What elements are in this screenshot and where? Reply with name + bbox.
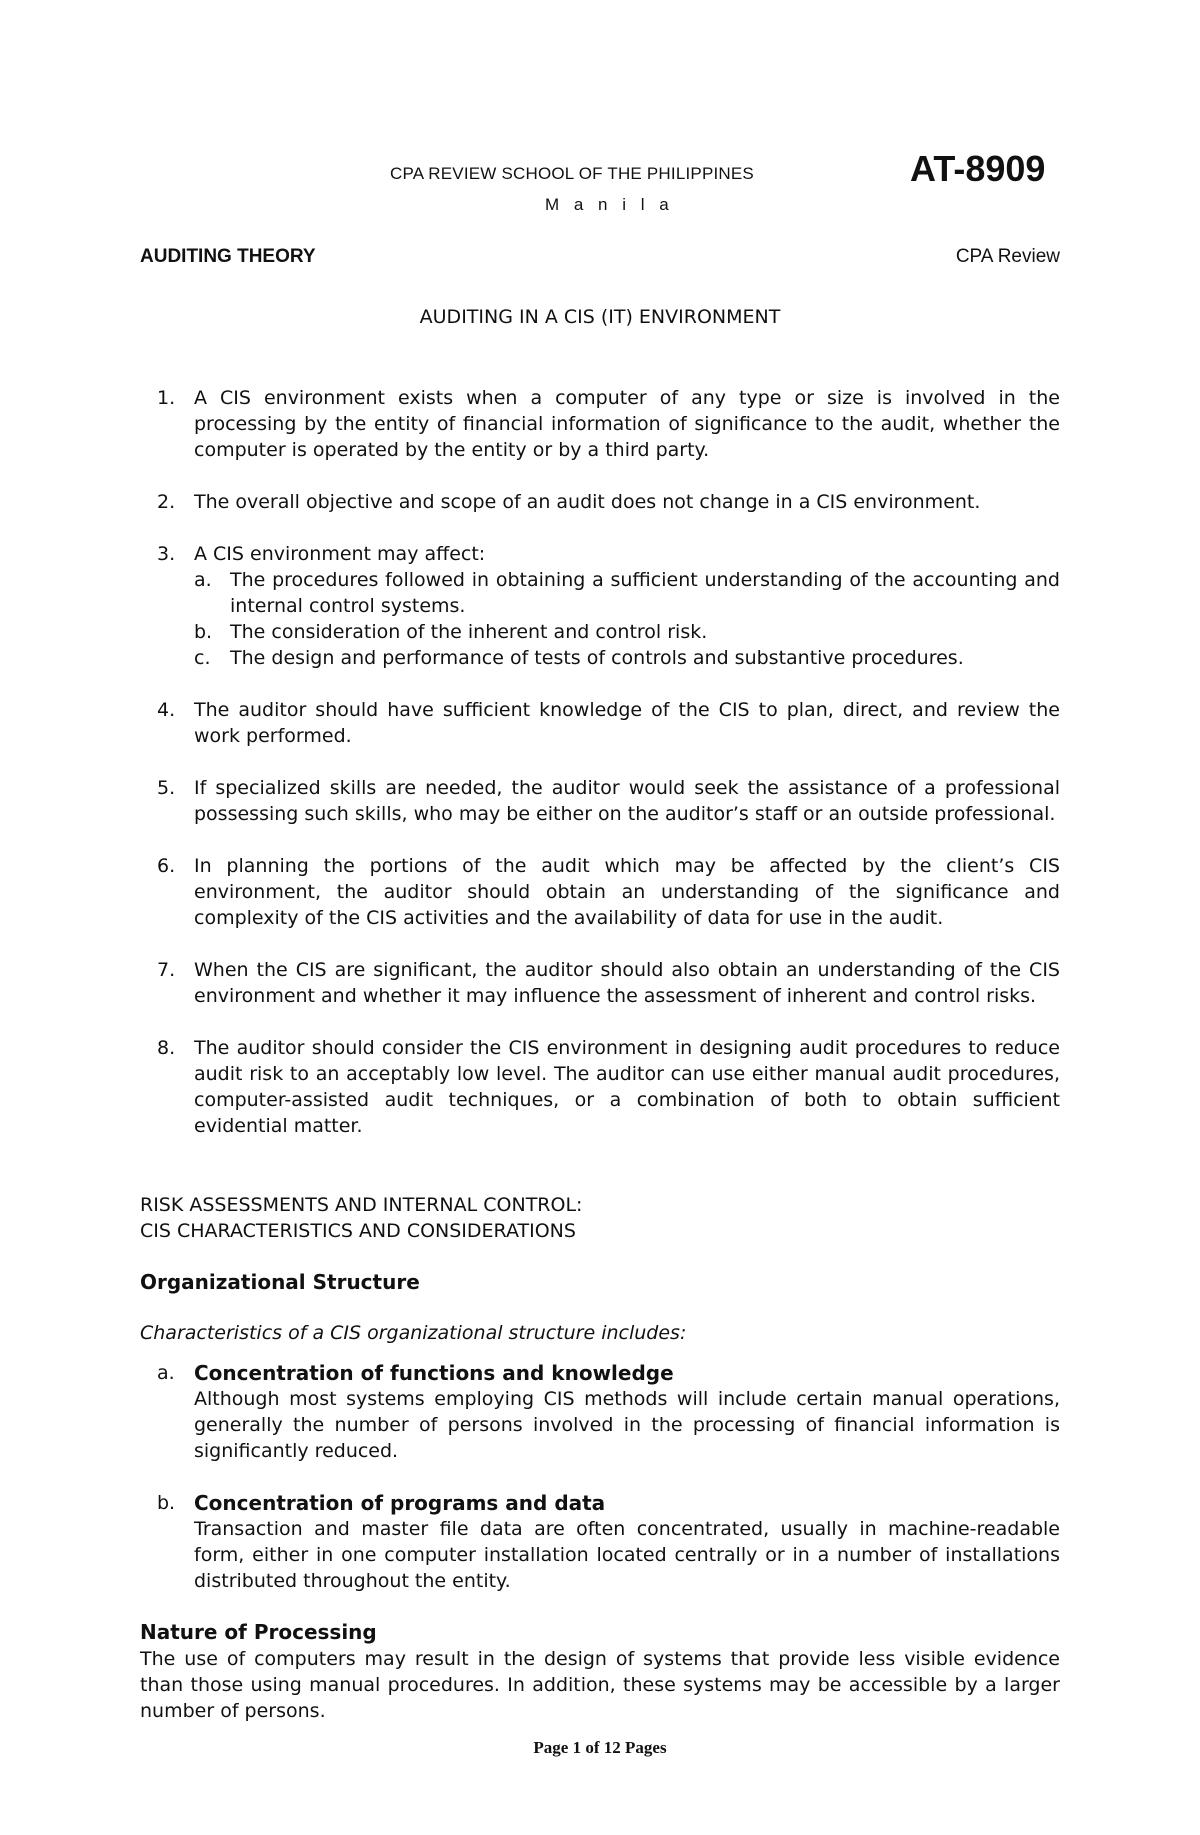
item-text: In planning the portions of the audit which may be affected by the client’s CIS environment, the auditor should obtain an understanding of the significance and complexity of the CIS activities and the availability of data for use in the audit.: [194, 855, 1060, 929]
school-city: M a n i l a: [545, 195, 674, 214]
item-text: The auditor should have sufficient knowledge of the CIS to plan, direct, and review the work performed.: [194, 699, 1060, 747]
item-text: The overall objective and scope of an audit does not change in a CIS environment.: [194, 491, 981, 513]
org-structure-heading: Organizational Structure: [140, 1270, 420, 1294]
nature-text: The use of computers may result in the design of systems that provide less visible evidence than those using manual procedures. In addition, these systems may be accessible by a larger number of persons.: [140, 1648, 1060, 1722]
list-item: a. Concentration of functions and knowledge Although most systems employing CIS methods will include certain manual operations, generally the number of persons involved in the processing of financial information is significantly reduced.: [157, 1361, 1060, 1462]
list-item: 4. The auditor should have sufficient knowledge of the CIS to plan, direct, and review the work performed.: [157, 699, 1060, 747]
list-item: 7. When the CIS are significant, the auditor should also obtain an understanding of the CIS environment and whether it may influence the assessment of inherent and control risks.: [157, 959, 1060, 1007]
characteristics-list: [140, 1360, 1060, 1620]
item-text: A CIS environment may affect:: [194, 543, 486, 565]
sub-item: a. The procedures followed in obtaining a sufficient understanding of the accounting and internal control systems.: [194, 569, 1060, 617]
item-text: The auditor should consider the CIS environment in designing audit procedures to reduce audit risk to an acceptably low level. The auditor can use either manual audit procedures, computer-assisted audit techniques, or a combination of both to obtain sufficient evidential matter.: [194, 1037, 1060, 1137]
item-text: Although most systems employing CIS methods will include certain manual operations, generally the number of persons involved in the processing of financial information is significantly reduced.: [194, 1388, 1060, 1462]
list-item: 8. The auditor should consider the CIS environment in designing audit procedures to reduce audit risk to an acceptably low level. The auditor can use either manual audit procedures, computer-assisted audit techniques, or a combination of both to obtain sufficient evidential matter.: [157, 1037, 1060, 1137]
sub-list: [194, 567, 1060, 671]
review-label: CPA Review: [955, 246, 1060, 267]
list-item: 6. In planning the portions of the audit which may be affected by the client’s CIS environment, the auditor should obtain an understanding of the significance and complexity of the CIS activities and the availability of data for use in the audit.: [157, 855, 1060, 929]
item-title: Concentration of functions and knowledge: [194, 1361, 674, 1385]
document-code: AT-8909: [910, 148, 1046, 189]
item-title: Concentration of programs and data: [194, 1491, 606, 1515]
item-text: A CIS environment exists when a computer of any type or size is involved in the processing by the entity of financial information of significance to the audit, whether the computer is operated by the entity or by a third party.: [194, 387, 1060, 461]
numbered-list: [140, 385, 1060, 1165]
sub-item: b. The consideration of the inherent and control risk.: [194, 621, 708, 643]
school-name: CPA REVIEW SCHOOL OF THE PHILIPPINES: [390, 164, 754, 183]
item-text: Transaction and master file data are often concentrated, usually in machine-readable form, either in one computer installation located centrally or in a number of installations distributed throughout the entity.: [194, 1518, 1060, 1592]
page-footer: Page 1 of 12 Pages: [533, 1738, 667, 1757]
sub-item: c. The design and performance of tests of controls and substantive procedures.: [194, 647, 964, 669]
page-title: AUDITING IN A CIS (IT) ENVIRONMENT: [419, 306, 781, 328]
org-structure-intro: Characteristics of a CIS organizational structure includes:: [140, 1322, 687, 1344]
item-text: If specialized skills are needed, the auditor would seek the assistance of a professional possessing such skills, who may be either on the auditor’s staff or an outside professional.: [194, 777, 1060, 825]
list-item: 2. The overall objective and scope of an audit does not change in a CIS environment.: [157, 491, 981, 513]
list-item: 3. A CIS environment may affect: a. The procedures followed in obtaining a sufficient understanding of the accounting and internal control systems. b. The consideration of the inherent and control risk. c. The design and performance of tests of controls and substantive procedures.: [157, 543, 1060, 669]
list-item: b. Concentration of programs and data Transaction and master file data are often concentrated, usually in machine-readable form, either in one computer installation located centrally or in a number of installations distributed throughout the entity.: [157, 1491, 1060, 1592]
section-heading: RISK ASSESSMENTS AND INTERNAL CONTROL: CIS CHARACTERISTICS AND CONSIDERATIONS: [140, 1194, 583, 1242]
list-item: 5. If specialized skills are needed, the auditor would seek the assistance of a professional possessing such skills, who may be either on the auditor’s staff or an outside professional.: [157, 777, 1060, 825]
nature-heading: Nature of Processing: [140, 1620, 377, 1644]
item-text: When the CIS are significant, the auditor should also obtain an understanding of the CIS environment and whether it may influence the assessment of inherent and control risks.: [194, 959, 1060, 1007]
list-item: 1. A CIS environment exists when a computer of any type or size is involved in the processing by the entity of financial information of significance to the audit, whether the computer is operated by the entity or by a third party.: [157, 387, 1060, 461]
subject-label: AUDITING THEORY: [140, 246, 316, 267]
